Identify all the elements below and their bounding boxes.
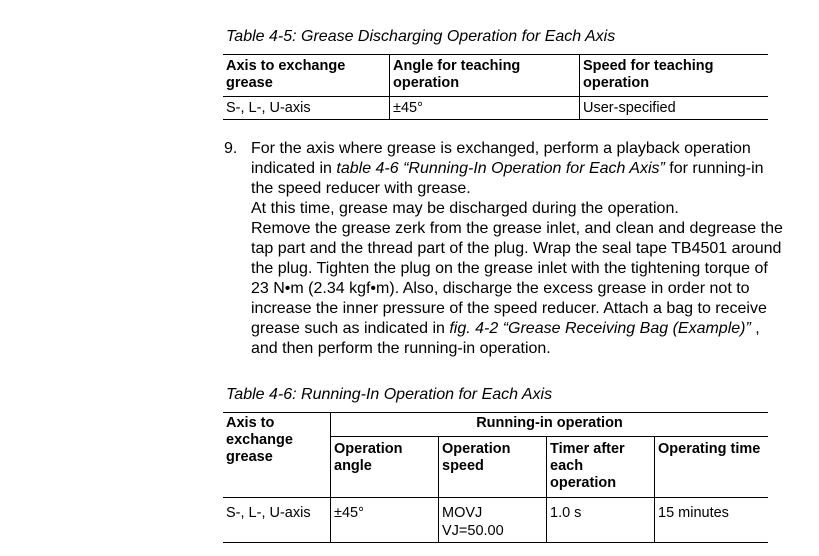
table-4-5: [223, 54, 768, 120]
table-4-6-cell-axis: S-, L-, U-axis: [226, 505, 311, 521]
step-paragraph-1: [251, 139, 784, 199]
step-number: 9.: [224, 140, 238, 157]
step-text: , and then perform the running-in operation.: [251, 320, 760, 357]
step-text: For the axis where grease is exchanged, perform a playback operation indicated in: [251, 140, 751, 177]
table-4-5-cell-angle: ±45°: [390, 97, 580, 120]
table-row: [223, 97, 768, 120]
speed-line-1: MOVJ: [442, 505, 483, 521]
table-row: [223, 498, 768, 543]
fig-4-2-reference: fig. 4-2 “Grease Receiving Bag (Example)”: [449, 320, 751, 337]
table-4-6-header-speed: Operation speed: [439, 437, 547, 498]
speed-line-2: VJ=50.00: [442, 523, 504, 539]
step-text: for running-in the speed reducer with grease.: [251, 160, 764, 197]
table-4-6-header-angle: Operation angle: [331, 437, 439, 498]
table-4-5-header-angle: Angle for teaching operation: [390, 55, 580, 97]
table-4-5-cell-axis: S-, L-, U-axis: [226, 100, 311, 116]
table-4-6-header-timer: Timer after each operation: [547, 437, 655, 498]
table-4-6: [223, 412, 768, 543]
table-4-6-header-running-in: Running-in operation: [331, 413, 769, 437]
table-4-5-header-speed: Speed for teaching operation: [580, 55, 769, 97]
table-4-6-header-axis: Axis to exchange grease: [223, 413, 331, 498]
table-4-6-header-time: Operating time: [655, 437, 769, 498]
step-paragraph-2: At this time, grease may be discharged during the operation.: [251, 200, 679, 217]
step-9: [224, 139, 784, 359]
step-text: Remove the grease zerk from the grease inlet, and clean and degrease the tap part and the thread part of the plug. Wrap the seal tape TB4501 around the plug. Tighten the plug on the grease inlet with the tightening torque of 23 N•m (2.34 kgf•m). Also, discharge the excess grease in order not to increase the inner pressure of the speed reducer. Attach a bag to receive grease such as indicated in: [251, 220, 783, 337]
table-4-5-caption: Table 4-5: Grease Discharging Operation for Each Axis: [226, 28, 616, 45]
table-4-6-reference: table 4-6 “Running-In Operation for Each Axis”: [336, 160, 665, 177]
table-4-6-cell-speed: [439, 498, 547, 543]
table-4-6-caption: Table 4-6: Running-In Operation for Each Axis: [226, 386, 553, 403]
table-4-5-cell-speed: User-specified: [580, 97, 769, 120]
step-body: [251, 139, 784, 359]
step-paragraph-3: [251, 219, 784, 359]
table-4-6-cell-angle: ±45°: [331, 498, 439, 543]
table-4-6-cell-time: 15 minutes: [655, 498, 769, 543]
table-4-5-header-axis: Axis to exchange grease: [223, 55, 390, 97]
table-4-6-cell-timer: 1.0 s: [547, 498, 655, 543]
